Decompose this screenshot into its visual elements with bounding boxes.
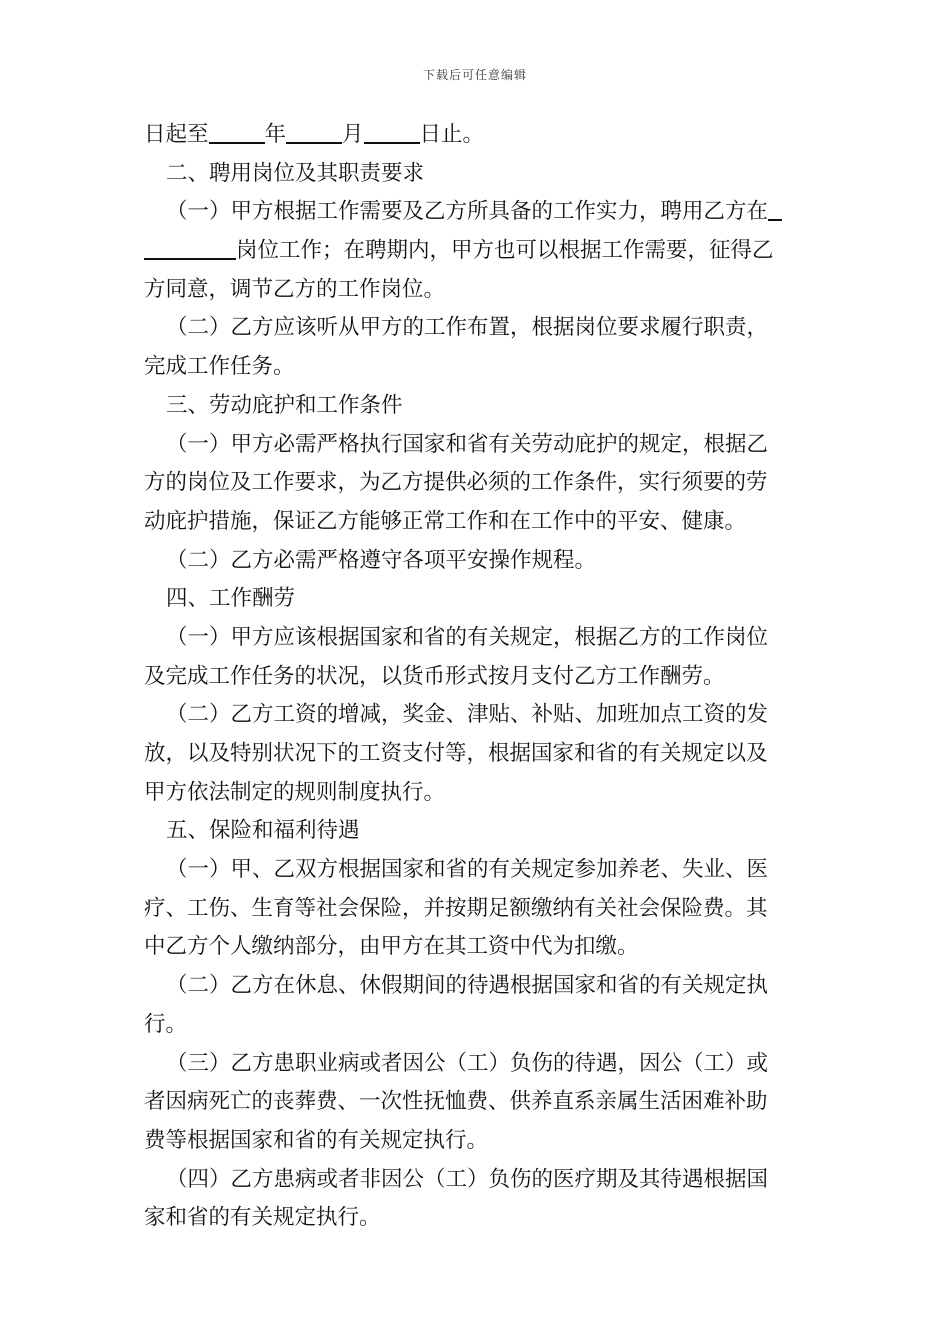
- line-24: 行。: [144, 1011, 188, 1037]
- line-21: 疗、工伤、生育等社会保险，并按期足额缴纳有关社会保险费。其: [144, 895, 768, 921]
- line-16: （二）乙方工资的增减，奖金、津贴、补贴、加班加点工资的发: [166, 702, 769, 728]
- line-3-text: （一）甲方根据工作需要及乙方所具备的工作实力，聘用乙方在: [166, 199, 769, 225]
- line-14: （一）甲方应该根据国家和省的有关规定，根据乙方的工作岗位: [166, 624, 769, 650]
- page-header: 下载后可任意编辑: [422, 68, 527, 82]
- line-27: 费等根据国家和省的有关规定执行。: [144, 1127, 489, 1153]
- line-12: （二）乙方必需严格遵守各项平安操作规程。: [166, 547, 597, 573]
- line-11: 动庇护措施，保证乙方能够正常工作和在工作中的平安、健康。: [144, 508, 747, 534]
- line-15: 及完成工作任务的状况，以货币形式按月支付乙方工作酬劳。: [144, 663, 725, 689]
- line-26: 者因病死亡的丧葬费、一次性抚恤费、供养直系亲属生活困难补助: [144, 1089, 768, 1115]
- line-20: （一）甲、乙双方根据国家和省的有关规定参加养老、失业、医: [166, 857, 769, 883]
- line-1-part-a: 日起至: [144, 122, 209, 147]
- line-6: （二）乙方应该听从甲方的工作布置，根据岗位要求履行职责，: [166, 315, 769, 341]
- blank-month: [286, 120, 342, 144]
- line-4-text: 岗位工作；在聘期内，甲方也可以根据工作需要，征得乙: [236, 238, 774, 264]
- line-5: 方同意，调节乙方的工作岗位。: [144, 276, 446, 302]
- document-body: [144, 116, 810, 1238]
- section-heading-3: 三、劳动庇护和工作条件: [166, 392, 403, 418]
- line-10: 方的岗位及工作要求，为乙方提供必须的工作条件，实行须要的劳: [144, 470, 768, 496]
- line-25: （三）乙方患职业病或者因公（工）负伤的待遇，因公（工）或: [166, 1050, 769, 1076]
- line-1: [144, 116, 810, 155]
- line-1-part-c: 月: [342, 122, 364, 147]
- line-9: （一）甲方必需严格执行国家和省有关劳动庇护的规定，根据乙: [166, 431, 769, 457]
- line-1-part-d: 日止。: [419, 122, 485, 147]
- blank-year: [209, 120, 265, 144]
- line-22: 中乙方个人缴纳部分，由甲方在其工资中代为扣缴。: [144, 934, 639, 960]
- line-23: （二）乙方在休息、休假期间的待遇根据国家和省的有关规定执: [166, 973, 769, 999]
- line-3: [144, 193, 810, 232]
- line-17: 放，以及特别状况下的工资支付等，根据国家和省的有关规定以及: [144, 741, 768, 766]
- line-4: [144, 232, 810, 271]
- section-heading-4: 四、工作酬劳: [166, 586, 296, 612]
- line-29: 家和省的有关规定执行。: [144, 1205, 381, 1231]
- blank-post: [144, 236, 236, 260]
- line-1-part-b: 年: [264, 122, 287, 147]
- line-28: （四）乙方患病或者非因公（工）负伤的医疗期及其待遇根据国: [166, 1166, 769, 1192]
- line-18: 甲方依法制定的规则制度执行。: [144, 779, 446, 805]
- section-heading-5: 五、保险和福利待遇: [166, 818, 360, 844]
- blank-post-start: [768, 197, 782, 221]
- blank-day: [364, 120, 420, 144]
- line-7: 完成工作任务。: [144, 354, 295, 380]
- section-heading-2: 二、聘用岗位及其职责要求: [166, 160, 425, 186]
